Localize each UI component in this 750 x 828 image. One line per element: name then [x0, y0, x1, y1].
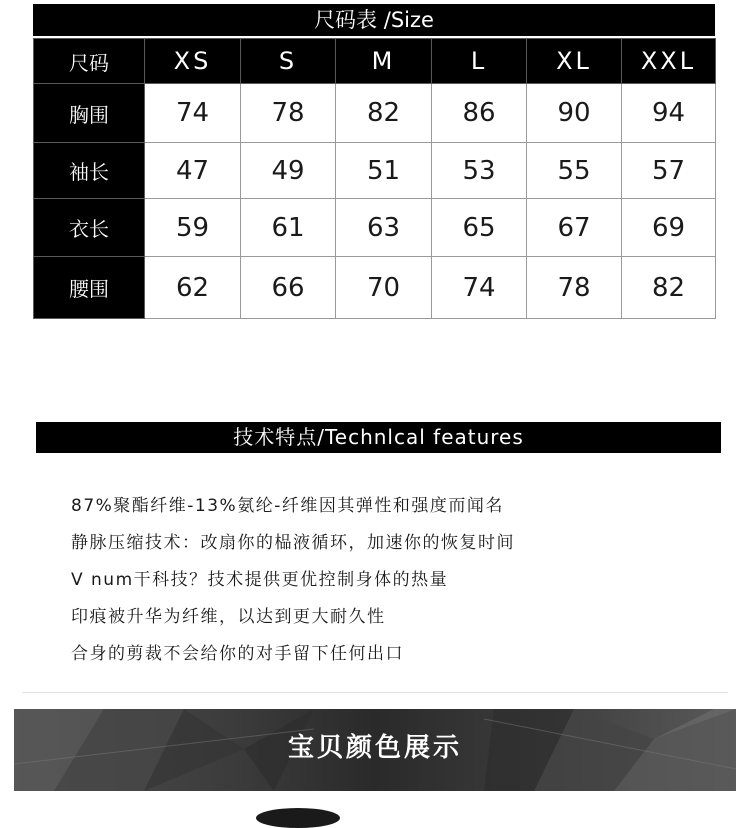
table-cell: 53	[432, 143, 527, 199]
feature-line: 合身的剪裁不会给你的对手留下任何出口	[71, 644, 404, 664]
size-corner-label: 尺码	[34, 39, 145, 84]
size-header-s: S	[241, 39, 336, 84]
table-cell: 74	[145, 84, 241, 143]
table-cell: 82	[336, 84, 432, 143]
feature-line: V num干科技？技术提供更优控制身体的热量	[71, 570, 449, 590]
table-cell: 47	[145, 143, 241, 199]
table-cell: 82	[622, 257, 716, 319]
table-cell: 63	[336, 199, 432, 257]
color-display-title: 宝贝颜色展示	[287, 733, 462, 763]
table-cell: 62	[145, 257, 241, 319]
size-header-m: M	[336, 39, 432, 84]
row-label-chest: 胸围	[34, 84, 145, 143]
tech-features-title: 技术特点/Technlcal features	[36, 422, 721, 453]
table-cell: 90	[527, 84, 622, 143]
size-header-row	[34, 39, 716, 84]
feature-line: 印痕被升华为纤维，以达到更大耐久性	[71, 607, 386, 627]
table-cell: 67	[527, 199, 622, 257]
row-label-waist: 腰围	[34, 257, 145, 319]
table-cell: 70	[336, 257, 432, 319]
table-row-waist	[34, 257, 716, 319]
table-row-chest	[34, 84, 716, 143]
row-label-length: 衣长	[34, 199, 145, 257]
table-cell: 49	[241, 143, 336, 199]
table-cell: 59	[145, 199, 241, 257]
table-cell: 74	[432, 257, 527, 319]
size-chart-title: 尺码表 /Size	[33, 4, 715, 36]
table-cell: 51	[336, 143, 432, 199]
product-image-top	[256, 808, 340, 828]
table-cell: 78	[527, 257, 622, 319]
table-cell: 66	[241, 257, 336, 319]
size-header-l: L	[432, 39, 527, 84]
size-header-xxl: XXL	[622, 39, 716, 84]
table-cell: 57	[622, 143, 716, 199]
table-row-length	[34, 199, 716, 257]
row-label-sleeve: 袖长	[34, 143, 145, 199]
feature-line: 静脉压缩技术：改扇你的榀液循环，加速你的恢复时间	[71, 533, 515, 553]
table-cell: 78	[241, 84, 336, 143]
table-row-sleeve	[34, 143, 716, 199]
feature-list	[71, 488, 711, 673]
feature-line: 87%聚酯纤维-13%氨纶-纤维因其弹性和强度而闻名	[71, 496, 504, 516]
color-display-banner	[14, 709, 736, 791]
size-table	[33, 38, 716, 319]
table-cell: 86	[432, 84, 527, 143]
table-cell: 94	[622, 84, 716, 143]
table-cell: 55	[527, 143, 622, 199]
section-divider	[22, 692, 728, 693]
size-header-xs: XS	[145, 39, 241, 84]
table-cell: 69	[622, 199, 716, 257]
table-cell: 65	[432, 199, 527, 257]
size-header-xl: XL	[527, 39, 622, 84]
table-cell: 61	[241, 199, 336, 257]
